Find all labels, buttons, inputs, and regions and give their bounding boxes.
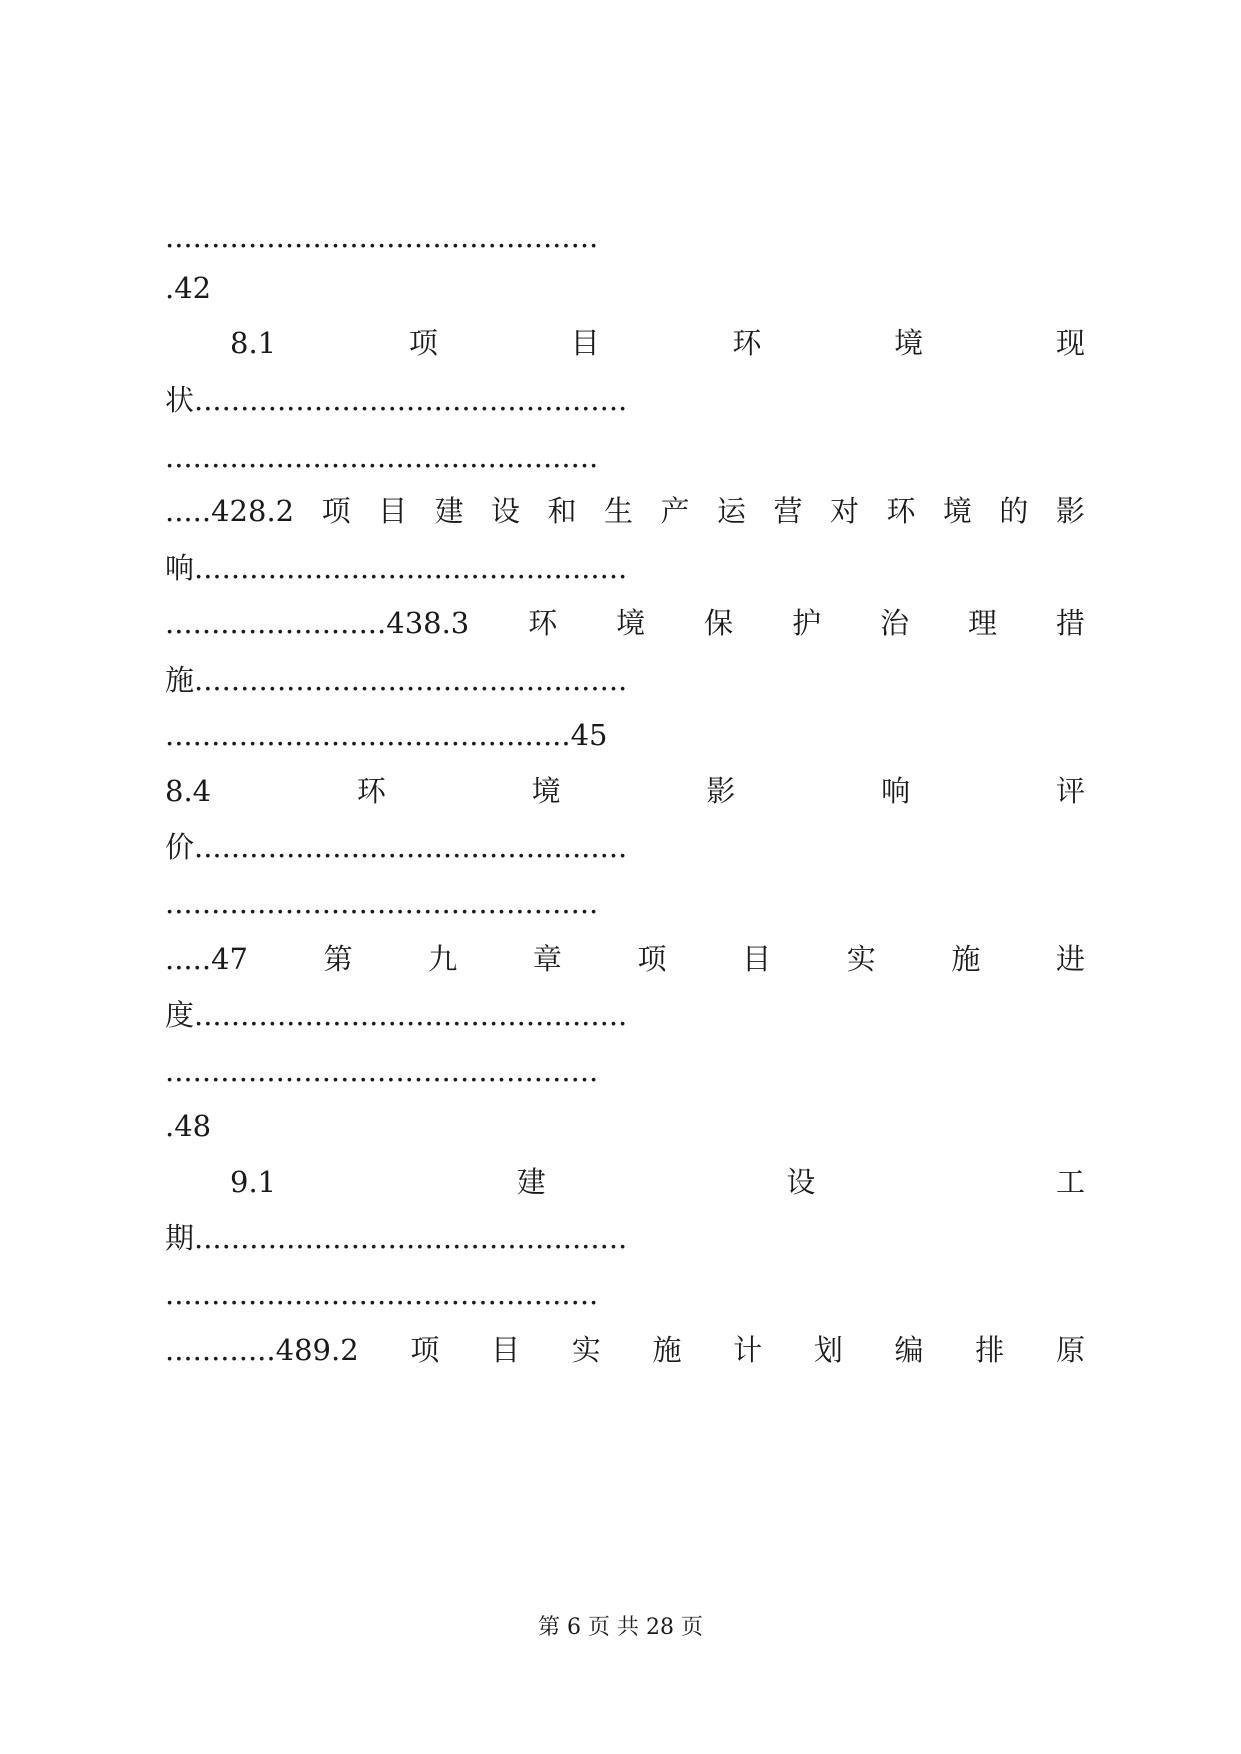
toc-word: 项 — [408, 326, 438, 360]
toc-word: 评 — [1055, 774, 1085, 808]
toc-word: 原 — [1055, 1333, 1085, 1367]
toc-line — [165, 603, 1085, 643]
toc-word: 编 — [894, 1333, 924, 1367]
toc-line: ............................................... — [165, 886, 599, 920]
toc-line: 响............................................... — [165, 551, 628, 585]
toc-line — [165, 491, 1085, 531]
toc-word: 施 — [951, 942, 981, 976]
toc-word: 生 — [604, 494, 634, 528]
toc-word: ............489.2 — [165, 1333, 359, 1367]
toc-word: 目 — [378, 494, 408, 528]
toc-line: ............................................... — [165, 440, 599, 474]
toc-word: 计 — [733, 1333, 763, 1367]
toc-word: 第 — [323, 942, 353, 976]
toc-word: 目 — [570, 326, 600, 360]
toc-word: 排 — [975, 1333, 1005, 1367]
toc-word: 项 — [321, 494, 351, 528]
toc-line: ............................................... — [165, 220, 599, 254]
toc-line: .42 — [165, 271, 212, 305]
toc-word: 环 — [732, 326, 762, 360]
toc-word: 和 — [547, 494, 577, 528]
toc-word: 实 — [846, 942, 876, 976]
toc-line: ............................................45 — [165, 718, 608, 752]
toc-line: 期............................................... — [165, 1221, 628, 1255]
toc-word: 境 — [894, 326, 924, 360]
toc-line — [230, 1162, 1085, 1202]
toc-word: 响 — [881, 774, 911, 808]
toc-word: 实 — [571, 1333, 601, 1367]
toc-word: 理 — [967, 606, 997, 640]
toc-word: 项 — [637, 942, 667, 976]
toc-word: 九 — [428, 942, 458, 976]
toc-word: 设 — [786, 1165, 816, 1199]
toc-line — [230, 323, 1085, 363]
toc-line: ............................................... — [165, 1054, 599, 1088]
toc-word: 的 — [999, 494, 1029, 528]
toc-line: .48 — [165, 1109, 212, 1143]
toc-word: 保 — [704, 606, 734, 640]
toc-word: 目 — [491, 1333, 521, 1367]
toc-line: 施............................................... — [165, 663, 628, 697]
toc-line: 状............................................... — [165, 383, 628, 417]
toc-word: 环 — [356, 774, 386, 808]
toc-word: 进 — [1055, 942, 1085, 976]
toc-word: 工 — [1055, 1165, 1085, 1199]
toc-word: 营 — [773, 494, 803, 528]
toc-word: 建 — [516, 1165, 546, 1199]
toc-word: 章 — [532, 942, 562, 976]
toc-word: 治 — [880, 606, 910, 640]
toc-word: 措 — [1055, 606, 1085, 640]
toc-word: 8.4 — [165, 774, 212, 808]
toc-word: ........................438.3 — [165, 606, 470, 640]
toc-word: 护 — [792, 606, 822, 640]
toc-word: 境 — [531, 774, 561, 808]
toc-word: 影 — [706, 774, 736, 808]
toc-line — [165, 1330, 1085, 1370]
toc-word: 现 — [1055, 326, 1085, 360]
toc-line — [165, 771, 1085, 811]
toc-word: 环 — [886, 494, 916, 528]
toc-word: 境 — [942, 494, 972, 528]
toc-word: 境 — [616, 606, 646, 640]
toc-word: 建 — [434, 494, 464, 528]
toc-word: .....47 — [165, 942, 248, 976]
toc-word: 影 — [1055, 494, 1085, 528]
toc-line: 度............................................... — [165, 998, 628, 1032]
toc-word: 8.1 — [230, 326, 277, 360]
toc-word: 产 — [660, 494, 690, 528]
toc-word: 目 — [742, 942, 772, 976]
toc-word: 环 — [528, 606, 558, 640]
toc-word: 设 — [491, 494, 521, 528]
toc-word: 划 — [813, 1333, 843, 1367]
page-footer: 第 6 页 共 28 页 — [538, 1615, 703, 1640]
toc-word: 对 — [829, 494, 859, 528]
toc-word: 9.1 — [230, 1165, 277, 1199]
toc-word: 项 — [410, 1333, 440, 1367]
toc-word: 施 — [652, 1333, 682, 1367]
toc-word: .....428.2 — [165, 494, 295, 528]
toc-line: ............................................... — [165, 1277, 599, 1311]
toc-line: 价............................................... — [165, 830, 628, 864]
toc-word: 运 — [716, 494, 746, 528]
toc-line — [165, 939, 1085, 979]
